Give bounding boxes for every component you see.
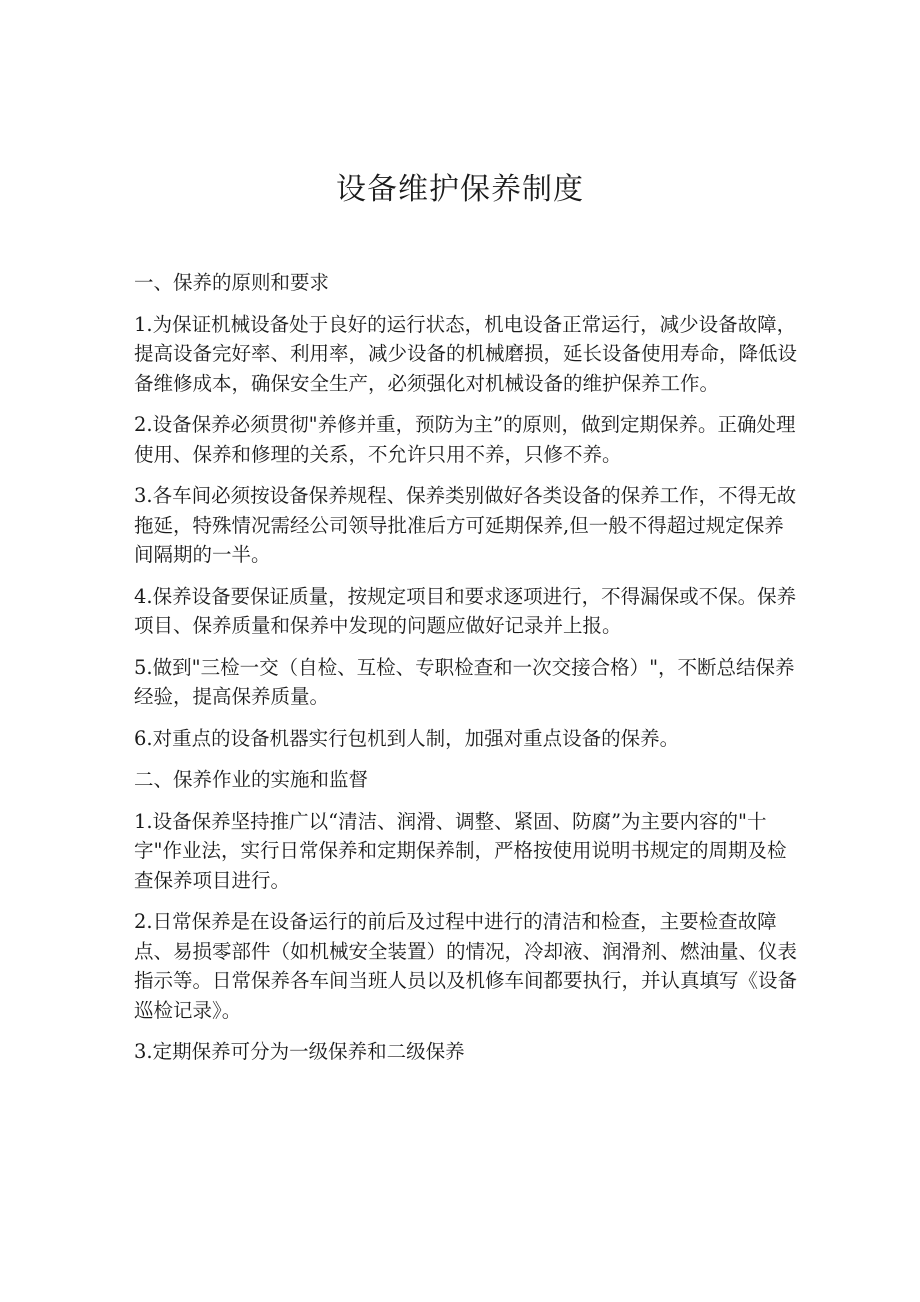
section-heading-principles: 一、保养的原则和要求 bbox=[134, 271, 330, 294]
paragraph: 4.保养设备要保证质量，按规定项目和要求逐项进行，不得漏保或不保。保养项目、保养质量和保养中发现的问题应做好记录并上报。 bbox=[134, 584, 797, 637]
paragraph: 3.定期保养可分为一级保养和二级保养 bbox=[134, 1040, 465, 1063]
paragraph: 6.对重点的设备机器实行包机到人制，加强对重点设备的保养。 bbox=[134, 726, 680, 750]
paragraph: 2.日常保养是在设备运行的前后及过程中进行的清洁和检查，主要检查故障点、易损零部件（如机械安全装置）的情况，冷却液、润滑剂、燃油量、仪表指示等。日常保养各车间当班人员以及机修车间都要执行，并认真填写《设备巡检记录》。 bbox=[134, 910, 798, 1022]
document-title: 设备维护保养制度 bbox=[336, 172, 584, 207]
paragraph: 5.做到"三检一交（自检、互检、专职检查和一次交接合格）"，不断总结保养经验，提高保养质量。 bbox=[134, 655, 795, 708]
paragraph: 3.各车间必须按设备保养规程、保养类别做好各类设备的保养工作，不得无故拖延，特殊情况需经公司领导批准后方可延期保养,但一般不得超过规定保养间隔期的一半。 bbox=[134, 484, 797, 566]
section-heading-implementation: 二、保养作业的实施和监督 bbox=[134, 768, 369, 791]
document-body bbox=[134, 268, 798, 1079]
paragraph: 1.设备保养坚持推广以“清洁、润滑、调整、紧固、防腐”为主要内容的"十字"作业法，实行日常保养和定期保养制，严格按使用说明书规定的周期及检查保养项目进行。 bbox=[134, 809, 787, 892]
paragraph: 2.设备保养必须贯彻"养修并重，预防为主”的原则，做到定期保养。正确处理使用、保养和修理的关系，不允许只用不养，只修不养。 bbox=[134, 413, 796, 466]
paragraph: 1.为保证机械设备处于良好的运行状态，机电设备正常运行，减少设备故障，提高设备完好率、利用率，减少设备的机械磨损，延长设备使用寿命，降低设备维修成本，确保安全生产，必须强化对机械设备的维护保养工作。 bbox=[134, 312, 798, 395]
